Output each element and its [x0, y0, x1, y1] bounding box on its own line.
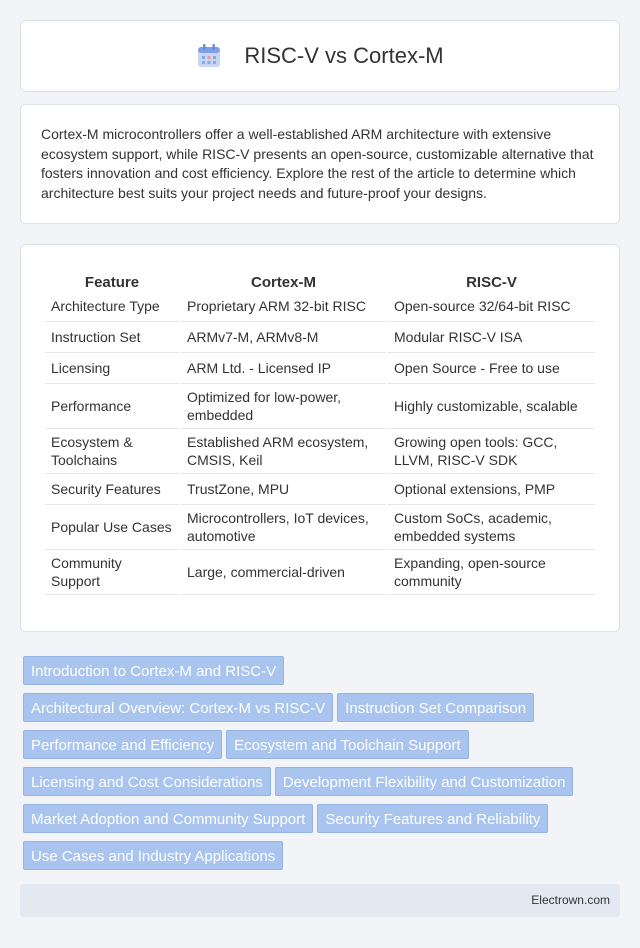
table-cell: Expanding, open-source community	[388, 550, 595, 595]
table-cell: Security Features	[45, 474, 179, 505]
topic-tag-security[interactable]: Security Features and Reliability	[317, 804, 548, 833]
table-row	[45, 322, 595, 353]
table-cell: Proprietary ARM 32-bit RISC	[181, 291, 386, 322]
topic-tag-use-cases[interactable]: Use Cases and Industry Applications	[23, 841, 283, 870]
table-cell: ARMv7-M, ARMv8-M	[181, 322, 386, 353]
footer	[20, 884, 620, 917]
table-cell: Growing open tools: GCC, LLVM, RISC-V SDK	[388, 429, 595, 474]
table-cell: Established ARM ecosystem, CMSIS, Keil	[181, 429, 386, 474]
table-cell: Ecosystem & Toolchains	[45, 429, 179, 474]
table-header-row	[45, 267, 595, 291]
intro-text: Cortex-M microcontrollers offer a well-established ARM architecture with extensive ecosystem support, while RISC-V presents an open-source, customizable alternative that fosters innovation and cost efficiency. Explore the rest of the article to determine which architecture best suits your project needs and future-proof your designs.	[41, 126, 594, 201]
table-cell: ARM Ltd. - Licensed IP	[181, 353, 386, 384]
topic-tag-instruction-set[interactable]: Instruction Set Comparison	[337, 693, 534, 722]
topic-tag-development-flexibility[interactable]: Development Flexibility and Customization	[275, 767, 574, 796]
table-cell: Microcontrollers, IoT devices, automotive	[181, 505, 386, 550]
footer-site-name[interactable]: Electrown.com	[531, 893, 610, 907]
table-cell: Open-source 32/64-bit RISC	[388, 291, 595, 322]
table-cell: Popular Use Cases	[45, 505, 179, 550]
table-row	[45, 550, 595, 595]
table-cell: Licensing	[45, 353, 179, 384]
table-cell: Open Source - Free to use	[388, 353, 595, 384]
table-row	[45, 291, 595, 322]
header-cortex-m: Cortex-M	[250, 273, 316, 291]
page-title: RISC-V vs Cortex-M	[244, 43, 444, 68]
table-cell: TrustZone, MPU	[181, 474, 386, 505]
title-card	[20, 20, 620, 92]
comparison-table-card	[20, 244, 620, 632]
table-cell: Architecture Type	[45, 291, 179, 322]
table-cell: Custom SoCs, academic, embedded systems	[388, 505, 595, 550]
header-feature: Feature	[84, 273, 140, 291]
table-row	[45, 474, 595, 505]
topic-tag-licensing[interactable]: Licensing and Cost Considerations	[23, 767, 271, 796]
table-cell: Modular RISC-V ISA	[388, 322, 595, 353]
table-cell: Large, commercial-driven	[181, 550, 386, 595]
topic-tag-introduction[interactable]: Introduction to Cortex-M and RISC-V	[23, 656, 284, 685]
calendar-icon	[196, 43, 222, 69]
table-row	[45, 384, 595, 429]
table-cell: Instruction Set	[45, 322, 179, 353]
topic-tag-architectural-overview[interactable]: Architectural Overview: Cortex-M vs RISC-V	[23, 693, 333, 722]
table-row	[45, 353, 595, 384]
table-cell: Highly customizable, scalable	[388, 384, 595, 429]
table-row	[45, 429, 595, 474]
table-cell: Community Support	[45, 550, 179, 595]
table-cell: Performance	[45, 384, 179, 429]
table-cell: Optional extensions, PMP	[388, 474, 595, 505]
table-row	[45, 505, 595, 550]
topic-tags	[23, 656, 623, 878]
intro-card	[20, 104, 620, 224]
topic-tag-ecosystem[interactable]: Ecosystem and Toolchain Support	[226, 730, 469, 759]
topic-tag-performance[interactable]: Performance and Efficiency	[23, 730, 222, 759]
table-cell: Optimized for low-power, embedded	[181, 384, 386, 429]
topic-tag-market-adoption[interactable]: Market Adoption and Community Support	[23, 804, 313, 833]
comparison-table	[43, 267, 597, 595]
header-risc-v: RISC-V	[466, 273, 517, 291]
